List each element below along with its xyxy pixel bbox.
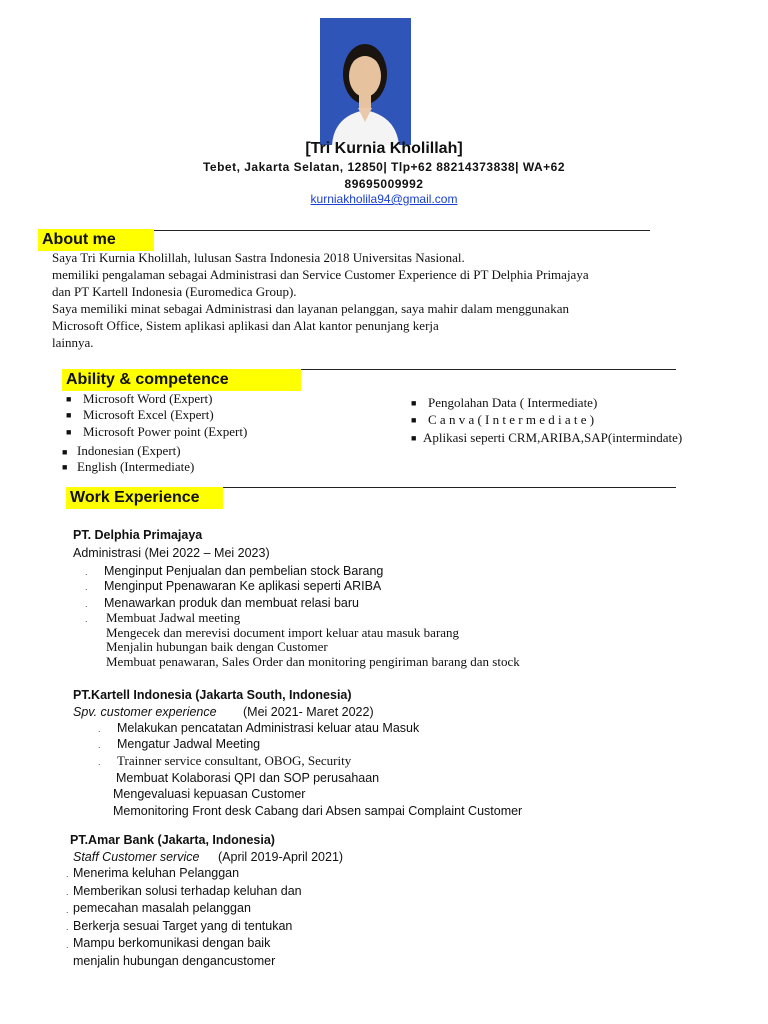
contact-line-2: 89695009992 — [344, 177, 424, 191]
job-duty: Memberikan solusi terhadap keluhan dan — [73, 884, 302, 898]
skill-item: C a n v a ( I n t e r m e d i a t e ) — [428, 412, 595, 427]
job-company: PT.Amar Bank (Jakarta, Indonesia) — [70, 833, 275, 847]
job-company: PT. Delphia Primajaya — [73, 528, 203, 542]
bullet-icon: . — [85, 599, 88, 609]
work-heading: Work Experience — [66, 487, 223, 509]
bullet-icon: . — [66, 887, 69, 897]
job-company: PT.Kartell Indonesia (Jakarta South, Indonesia) — [73, 688, 352, 702]
job-duty: Mampu berkomunikasi dengan baik — [73, 936, 271, 950]
job-duty: Menerima keluhan Pelanggan — [73, 866, 240, 880]
skill-item: Microsoft Power point (Expert) — [83, 424, 248, 439]
bullet-icon: . — [85, 567, 88, 577]
job-duty: Memonitoring Front desk Cabang dari Absen sampai Complaint Customer — [113, 804, 523, 818]
bullet-icon: . — [85, 614, 88, 624]
job-duty: Mengevaluasi kepuasan Customer — [113, 787, 306, 801]
about-line: dan PT Kartell Indonesia (Euromedica Group). — [52, 284, 297, 299]
bullet-icon: ■ — [66, 427, 72, 437]
job-duty: Menjalin hubungan baik dengan Customer — [106, 639, 328, 654]
skill-item: Microsoft Excel (Expert) — [83, 407, 214, 422]
about-line: lainnya. — [52, 335, 94, 350]
bullet-icon: . — [66, 922, 69, 932]
bullet-icon: ■ — [411, 398, 417, 408]
job-duty: Membuat penawaran, Sales Order dan monitoring pengiriman barang dan stock — [106, 654, 520, 669]
bullet-icon: . — [98, 724, 101, 734]
job-duty: Berkerja sesuai Target yang di tentukan — [73, 919, 293, 933]
skill-item: Aplikasi seperti CRM,ARIBA,SAP(intermindate) — [423, 430, 683, 445]
job-duty: Melakukan pencatatan Administrasi keluar atau Masuk — [117, 721, 420, 735]
email-link[interactable]: kurniakholila94@gmail.com — [310, 192, 458, 206]
bullet-icon: . — [66, 905, 69, 915]
about-line: memiliki pengalaman sebagai Administrasi dan Service Customer Experience di PT Delphia Primajaya — [52, 267, 589, 282]
about-heading: About me — [38, 229, 154, 251]
job-duty: menjalin hubungan dengancustomer — [73, 954, 276, 968]
candidate-name: [Tri Kurnia Kholillah] — [305, 140, 463, 157]
bullet-icon: ■ — [66, 410, 72, 420]
bullet-icon: . — [66, 869, 69, 879]
bullet-icon: ■ — [62, 462, 68, 472]
bullet-icon: . — [98, 740, 101, 750]
about-line: Microsoft Office, Sistem aplikasi aplikasi dan Alat kantor penunjang kerja — [52, 318, 439, 333]
bullet-icon: . — [98, 757, 101, 767]
about-line: Saya Tri Kurnia Kholillah, lulusan Sastra Indonesia 2018 Universitas Nasional. — [52, 250, 465, 265]
job-duty: pemecahan masalah pelanggan — [73, 901, 251, 915]
job-duty: Menawarkan produk dan membuat relasi baru — [104, 596, 359, 610]
job-duty: Trainner service consultant, OBOG, Security — [117, 753, 352, 768]
profile-photo — [320, 18, 411, 145]
bullet-icon: ■ — [411, 415, 417, 425]
skill-item: Microsoft Word (Expert) — [83, 391, 213, 406]
skill-item: Indonesian (Expert) — [77, 443, 181, 458]
job-role: Spv. customer experience — [73, 705, 217, 719]
header-divider — [148, 230, 650, 231]
bullet-icon: ■ — [62, 447, 68, 457]
job-duty: Menginput Penjualan dan pembelian stock Barang — [104, 564, 384, 578]
bullet-icon: ■ — [411, 433, 417, 443]
job-role: Administrasi (Mei 2022 – Mei 2023) — [73, 546, 270, 560]
bullet-icon: . — [85, 582, 88, 592]
ability-heading: Ability & competence — [62, 369, 301, 391]
about-line: Saya memiliki minat sebagai Administrasi dan layanan pelanggan, saya mahir dalam menggunakan — [52, 301, 569, 316]
bullet-icon: . — [66, 940, 69, 950]
job-duty: Membuat Kolaborasi QPI dan SOP perusahaan — [116, 771, 380, 785]
job-duty: Mengecek dan merevisi document import keluar atau masuk barang — [106, 625, 460, 640]
job-role: Staff Customer service — [73, 850, 200, 864]
contact-line-1: Tebet, Jakarta Selatan, 12850| Tlp+62 88214373838| WA+62 — [202, 160, 566, 174]
job-dates: (April 2019-April 2021) — [218, 850, 344, 864]
skill-item: Pengolahan Data ( Intermediate) — [428, 395, 598, 410]
skill-item: English (Intermediate) — [77, 459, 195, 474]
job-dates: (Mei 2021- Maret 2022) — [243, 705, 374, 719]
job-duty: Membuat Jadwal meeting — [106, 610, 241, 625]
bullet-icon: ■ — [66, 394, 72, 404]
job-duty: Menginput Ppenawaran Ke aplikasi seperti ARIBA — [104, 579, 382, 593]
job-duty: Mengatur Jadwal Meeting — [117, 737, 261, 751]
